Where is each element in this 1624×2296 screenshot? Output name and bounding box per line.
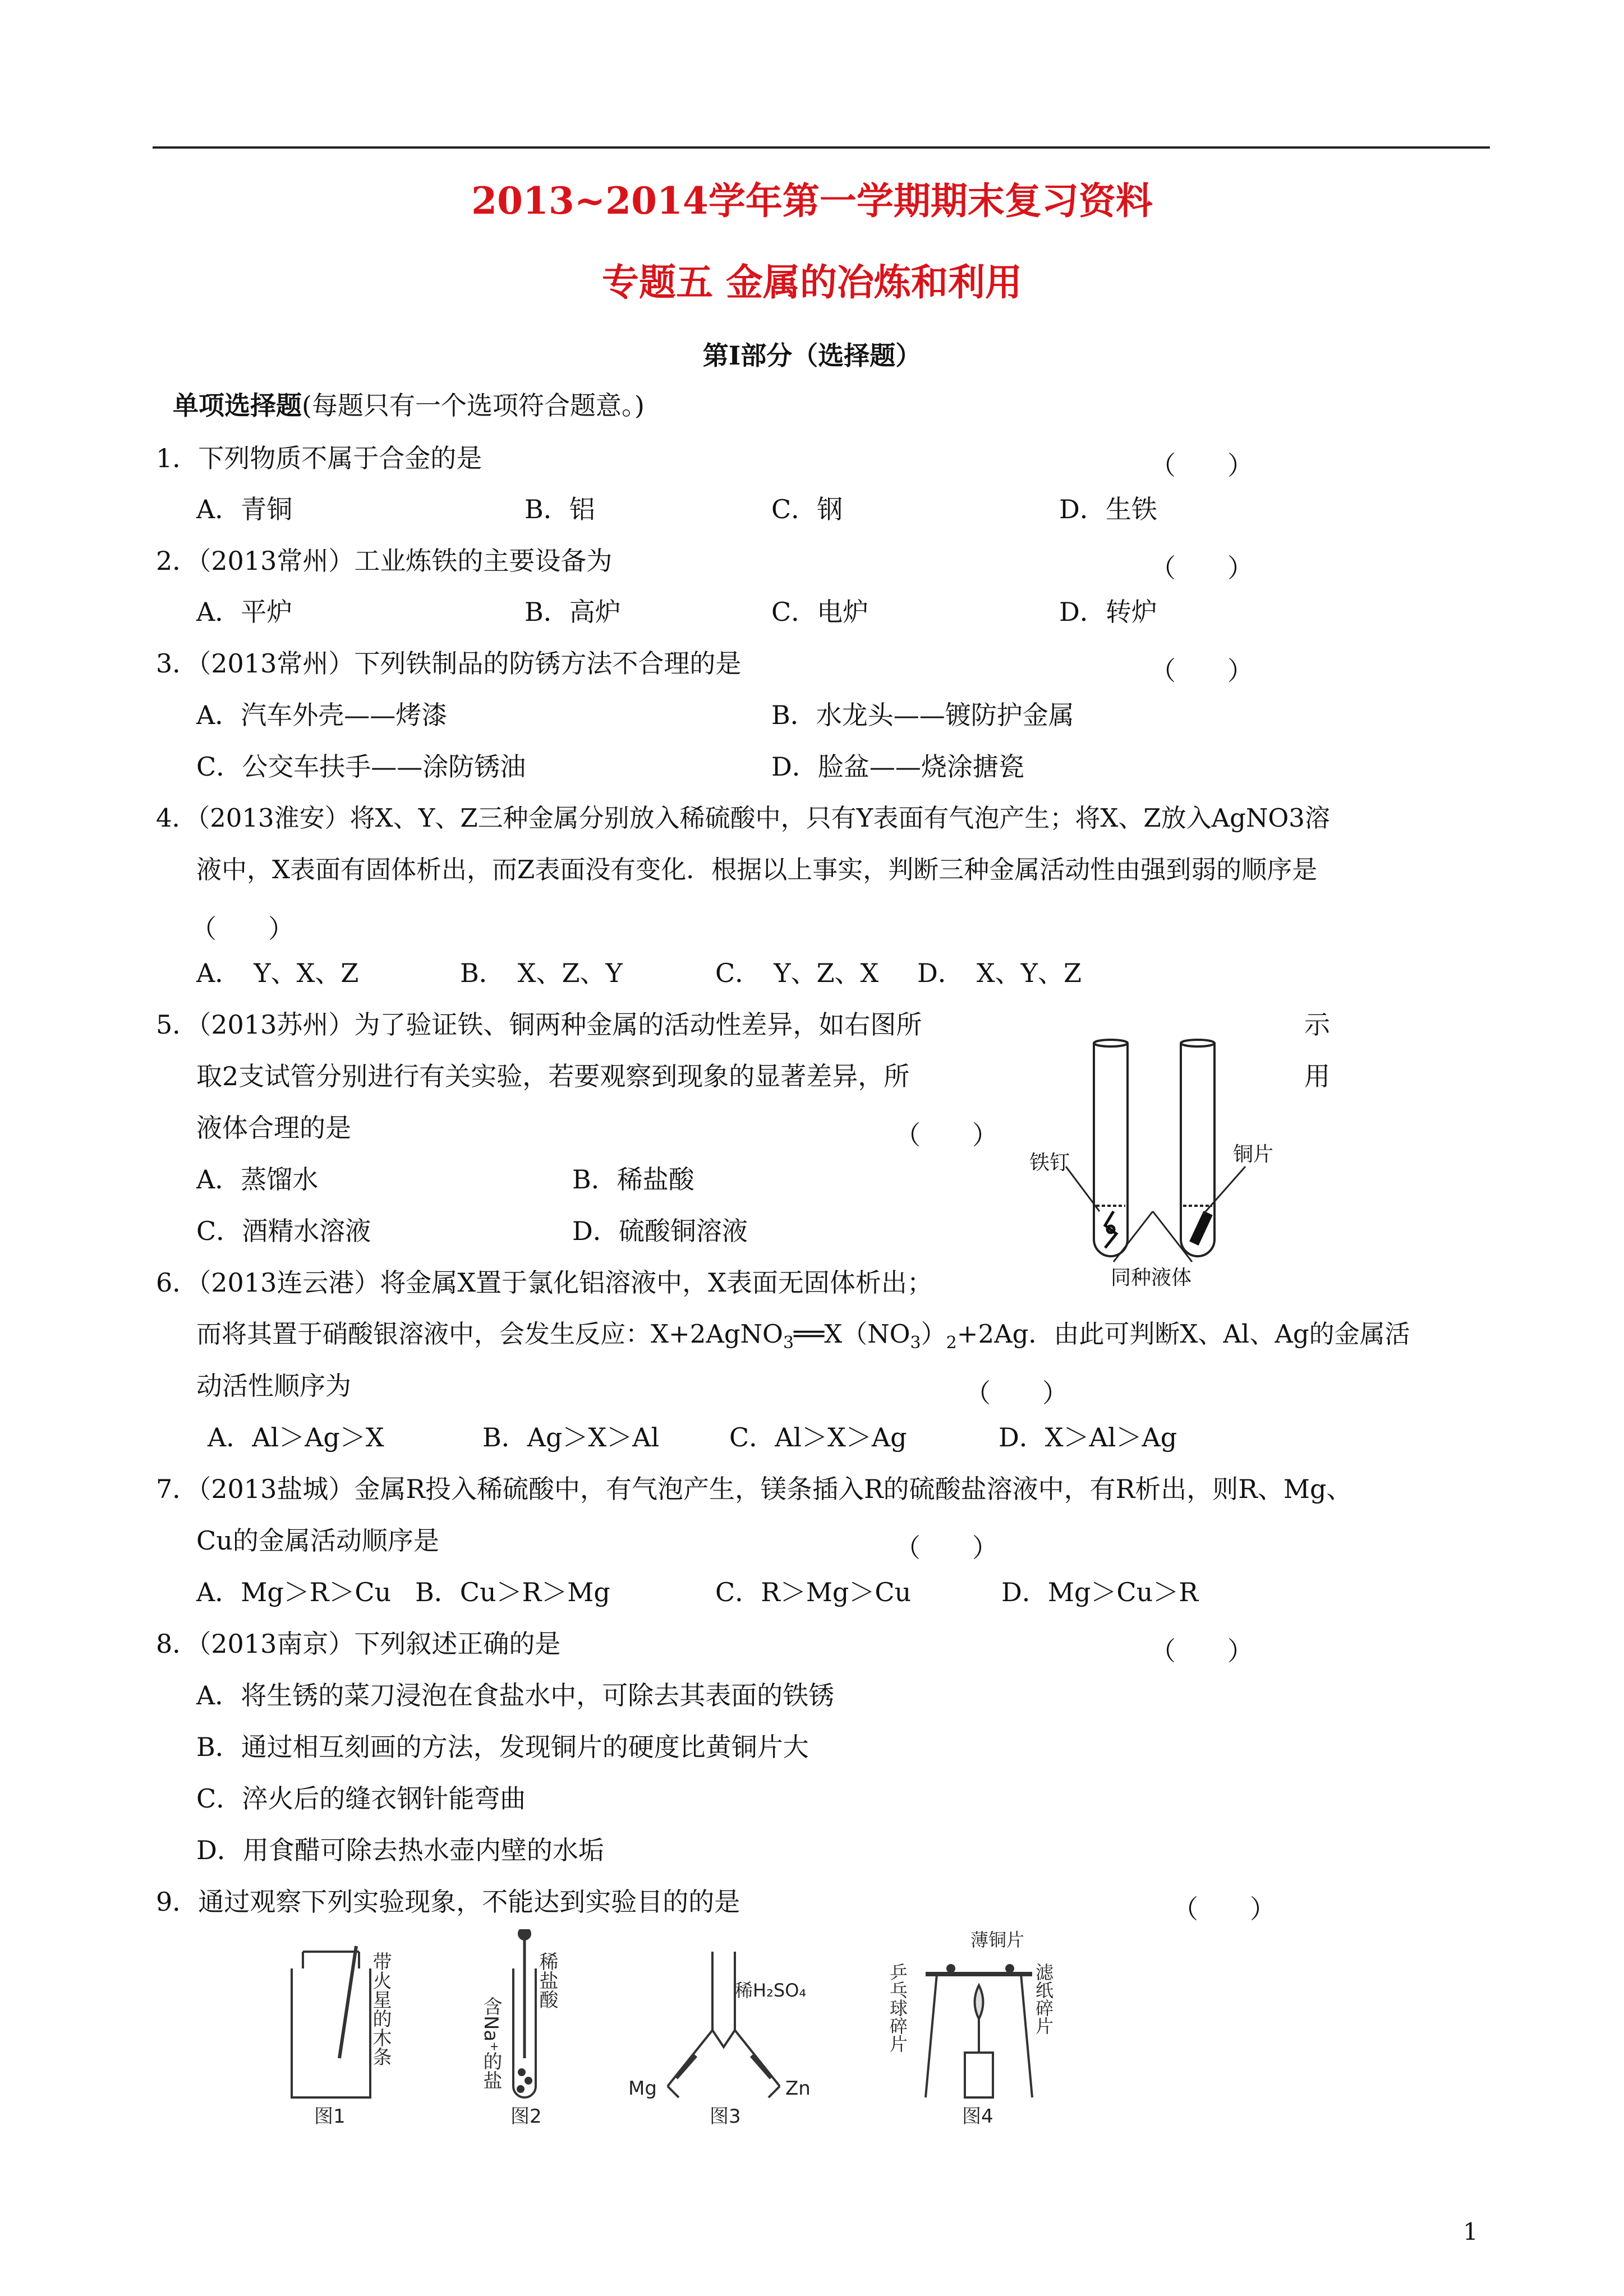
splint-icon (339, 1946, 356, 2058)
q3-option-a: A．汽车外壳——烤漆 (196, 700, 448, 730)
q7-option-c: C．R＞Mg＞Cu (715, 1577, 912, 1607)
fig3-caption: 图3 (710, 2105, 741, 2126)
fig4-left-label: 乒乓球碎片 (887, 1963, 908, 2053)
fig4-tripod (926, 1965, 1032, 2097)
left-test-tube (1094, 1043, 1128, 1256)
q5-line3: 液体合理的是 (196, 1113, 351, 1143)
q7-option-d: D．Mg＞Cu＞R (1001, 1577, 1198, 1607)
fig1-side-text: 带火星的木条 (369, 1952, 392, 2066)
fig-label-copper: 铜片 (1233, 1143, 1274, 1166)
alcohol-lamp-icon (965, 2053, 993, 2097)
fig3-y-tube (668, 1952, 780, 2097)
q9-answer-blank[interactable]: （ ） (1172, 1894, 1276, 1924)
q2-stem: 2．（2013常州）工业炼铁的主要设备为 (156, 546, 613, 576)
q6-option-c: C．Al＞X＞Ag (729, 1422, 907, 1453)
q4-line1: 4．（2013淮安）将X、Y、Z三种金属分别放入稀硫酸中，只有Y表面有气泡产生；将X、Z放入AgNO3溶 (156, 803, 1330, 833)
q1-answer-blank[interactable]: （ ） (1150, 450, 1253, 481)
q1-stem: 1．下列物质不属于合金的是 (156, 443, 482, 473)
q5-option-a: A．蒸馏水 (196, 1164, 319, 1195)
q6-answer-blank[interactable]: （ ） (965, 1378, 1068, 1408)
q8-answer-blank[interactable]: （ ） (1150, 1636, 1253, 1666)
q1-option-c: C．钢 (771, 494, 843, 524)
q7-answer-blank[interactable]: （ ） (895, 1533, 998, 1563)
q6-line2: 而将其置于硝酸银溶液中，会发生反应：$X+2AgNO_3══X(NO_3)_2+2Ag$．由此可判断X、Al、Ag的金属活 (196, 1319, 1410, 1353)
q1-option-b: B．铝 (525, 494, 595, 524)
q5-option-b: B．稀盐酸 (572, 1164, 694, 1195)
copper-sheet-icon (1189, 1211, 1213, 1246)
fig4-caption: 图4 (962, 2105, 993, 2126)
instruction (173, 390, 645, 421)
q6-option-a: A．Al＞Ag＞X (208, 1422, 384, 1453)
q5-line2-end: 用 (1304, 1061, 1330, 1091)
fig2-caption: 图2 (510, 2105, 542, 2126)
fig-label-same-liquid: 同种液体 (1111, 1266, 1192, 1289)
zn-strip-icon (752, 2055, 771, 2078)
page-number: 1 (1463, 2218, 1478, 2246)
q4-option-d: D． X、Y、Z (917, 958, 1082, 988)
q2-option-b: B．高炉 (525, 597, 621, 627)
fig2-top-label: 稀盐酸 (536, 1952, 558, 2009)
mg-strip-icon (676, 2055, 696, 2078)
q8-stem: 8．（2013南京）下列叙述正确的是 (156, 1629, 561, 1659)
section-heading: 第Ⅰ部分（选择题） (702, 340, 922, 371)
instruction-bold: 单项选择题 (173, 390, 302, 421)
q7-line1: 7．（2013盐城）金属R投入稀硫酸中，有气泡产生，镁条插入R的硫酸盐溶液中，有R析出，则R、Mg、 (156, 1474, 1352, 1504)
fig1-gas-bottle (292, 1946, 370, 2097)
q4-option-a: A． Y、X、Z (196, 958, 359, 988)
q4-option-b: B． X、Z、Y (460, 958, 623, 988)
q7-line2: Cu的金属活动顺序是 (196, 1525, 439, 1556)
q5-test-tube-figure (1021, 1026, 1285, 1290)
q2-option-c: C．电炉 (771, 597, 869, 627)
q1-option-a: A．青铜 (196, 494, 293, 524)
fig-label-iron-nail: 铁钉 (1029, 1151, 1070, 1174)
fig4-top-label: 薄铜片 (970, 1929, 1025, 1951)
q4-answer-blank[interactable]: （ ） (191, 914, 294, 944)
q1-option-d: D．生铁 (1059, 494, 1157, 524)
q4-line2: 液中，X表面有固体析出，而Z表面没有变化．根据以上事实，判断三种金属活动性由强到弱的顺序是 (196, 855, 1318, 884)
fig1-caption: 图1 (314, 2105, 346, 2126)
q7-option-b: B．Cu＞R＞Mg (415, 1577, 610, 1607)
q5-option-c: C．酒精水溶液 (196, 1216, 371, 1246)
q3-answer-blank[interactable]: （ ） (1150, 656, 1253, 686)
q8-option-c: C．淬火后的缝衣钢针能弯曲 (196, 1783, 526, 1814)
q8-option-d: D．用食醋可除去热水壶内壁的水垢 (196, 1835, 604, 1865)
fig4-right-label: 滤纸碎片 (1033, 1963, 1054, 2035)
q6-line1: 6．（2013连云港）将金属X置于氯化铝溶液中，X表面无固体析出； (156, 1267, 933, 1298)
fig1-side-label (369, 1952, 392, 2066)
q5-answer-blank[interactable]: （ ） (895, 1120, 998, 1150)
q3-option-d: D．脸盆——烧涂搪瓷 (771, 751, 1024, 782)
q7-option-a: A．Mg＞R＞Cu (196, 1577, 392, 1607)
fig3-mg-label: Mg (628, 2077, 657, 2100)
q3-stem: 3．（2013常州）下列铁制品的防锈方法不合理的是 (156, 648, 742, 679)
q4-option-c: C． Y、Z、X (715, 958, 879, 988)
instruction-text: (每题只有一个选项符合题意。) (302, 390, 645, 421)
q2-option-d: D．转炉 (1059, 597, 1157, 627)
q6-option-d: D．X＞Al＞Ag (999, 1422, 1177, 1453)
fig3-zn-label: Zn (785, 2077, 811, 2100)
q3-option-b: B．水龙头——镀防护金属 (771, 700, 1074, 730)
q2-answer-blank[interactable]: （ ） (1150, 553, 1253, 583)
q2-option-a: A．平炉 (196, 597, 293, 627)
header-rule (153, 146, 1490, 149)
fig2-test-tube (513, 1929, 536, 2097)
q9-stem: 9．通过观察下列实验现象，不能达到实验目的的是 (156, 1887, 740, 1917)
fig2-side-label: 含Na⁺的盐 (480, 1997, 502, 2090)
q6-option-b: B．Ag＞X＞Al (482, 1422, 660, 1453)
q8-option-a: A．将生锈的菜刀浸泡在食盐水中，可除去其表面的铁锈 (196, 1680, 835, 1711)
q3-option-c: C．公交车扶手——涂防锈油 (196, 751, 526, 782)
q5-line1: 5．（2013苏州）为了验证铁、铜两种金属的活动性差异，如右图所 (156, 1009, 922, 1040)
q5-line2: 取2支试管分别进行有关实验，若要观察到现象的显著差异，所 (196, 1061, 910, 1091)
q5-option-d: D．硫酸铜溶液 (572, 1216, 748, 1246)
document-title: 2013~2014学年第一学期期末复习资料 (471, 179, 1153, 223)
q5-line1-end: 示 (1304, 1009, 1330, 1040)
q8-option-b: B．通过相互刻画的方法，发现铜片的硬度比黄铜片大 (196, 1732, 809, 1762)
flame-icon (975, 1985, 983, 2019)
iron-nail-icon (1105, 1211, 1116, 1248)
q6-line3: 动活性顺序为 (196, 1371, 351, 1401)
fig3-acid-label: 稀H₂SO₄ (735, 1980, 807, 2001)
q9-experiment-figures (241, 1929, 1341, 2126)
document-subtitle: 专题五 金属的冶炼和利用 (602, 260, 1022, 304)
